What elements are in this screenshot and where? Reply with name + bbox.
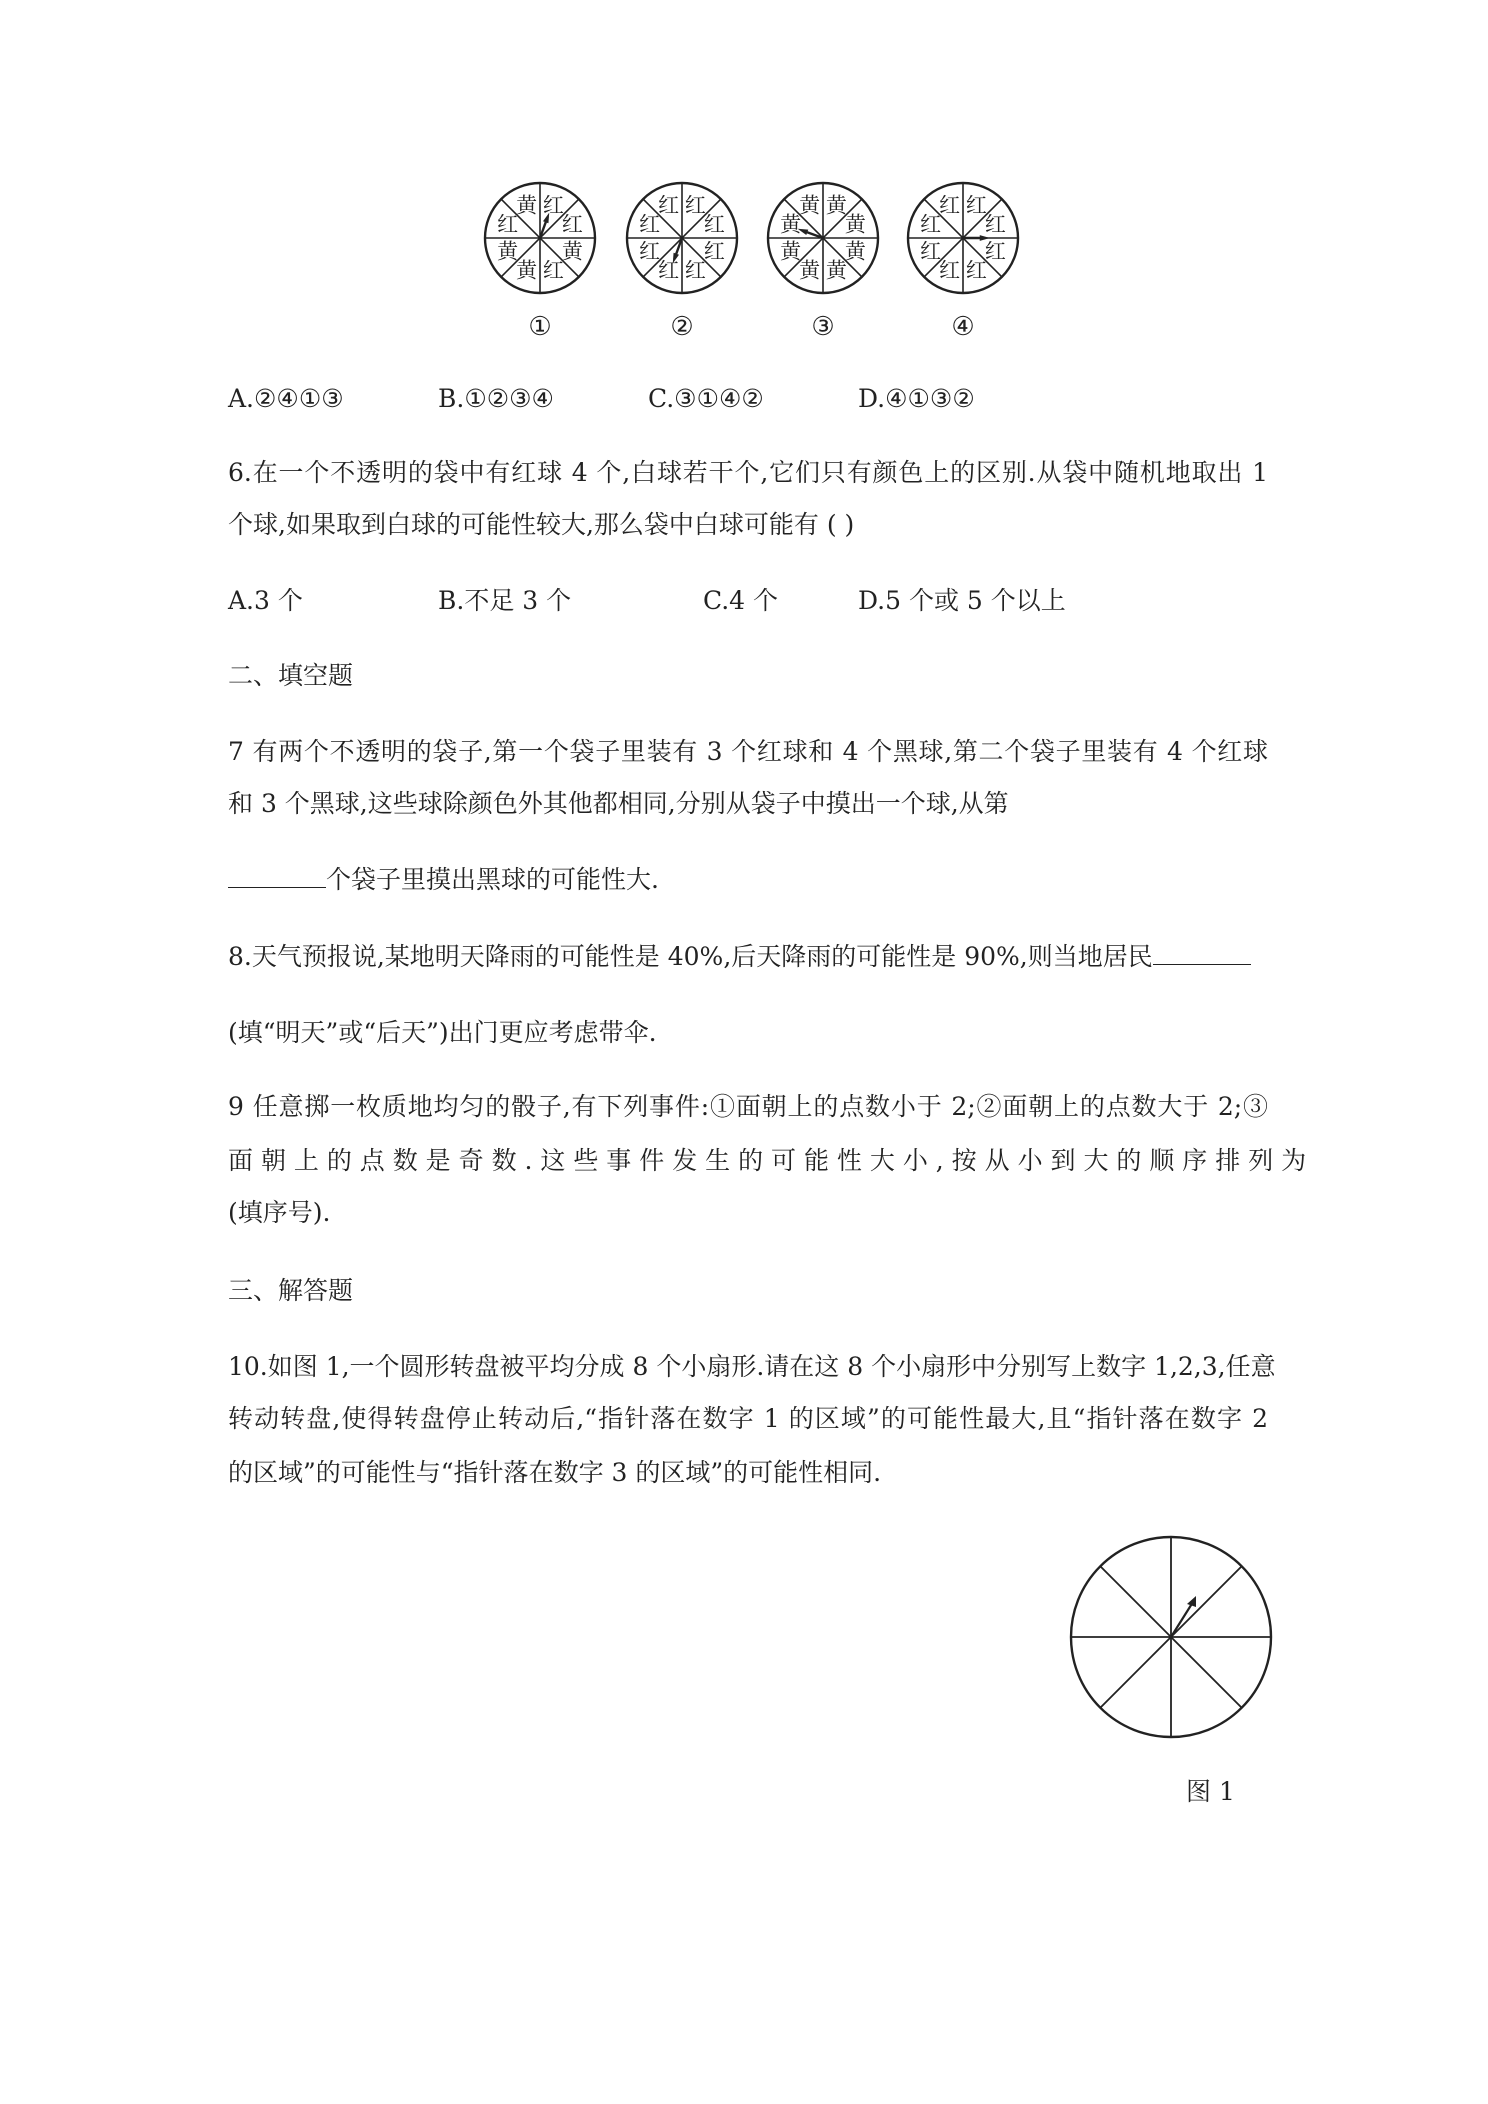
section-3-heading: 三、解答题	[228, 1276, 354, 1305]
wheel-sector-label: 红	[965, 193, 987, 218]
wheel-sector-label: 红	[920, 239, 942, 264]
q10-line2: 转动转盘,使得转盘停止转动后,“指针落在数字 1 的区域”的可能性最大,且“指针落在数字 2	[228, 1404, 1268, 1433]
wheel-sector-label: 红	[639, 239, 661, 264]
wheel-sector-label: 黄	[561, 239, 583, 264]
wheel-1-label: ①	[528, 312, 552, 342]
wheel-sector-label: 红	[920, 212, 942, 237]
wheel-sector-label: 黄	[825, 258, 847, 283]
q5-option-c: C.③①④②	[648, 384, 764, 413]
wheel-4	[903, 178, 1023, 298]
q9-line1: 9 任意掷一枚质地均匀的骰子,有下列事件:①面朝上的点数小于 2;②面朝上的点数大于 2;③	[228, 1092, 1268, 1121]
q6-line2: 个球,如果取到白球的可能性较大,那么袋中白球可能有 ( )	[228, 510, 855, 539]
wheel-2	[622, 178, 742, 298]
q8-line1-wrap	[228, 940, 1251, 974]
q7-line2: 和 3 个黑球,这些球除颜色外其他都相同,分别从袋子中摸出一个球,从第	[228, 789, 1009, 818]
wheel-sector-label: 黄	[516, 193, 538, 218]
q9-line3: (填序号).	[228, 1198, 331, 1227]
wheel-sector-label: 黄	[799, 193, 821, 218]
wheel-sector-label: 红	[703, 212, 725, 237]
q10-line3: 的区域”的可能性与“指针落在数字 3 的区域”的可能性相同.	[228, 1458, 882, 1487]
wheel-3-label: ③	[811, 312, 835, 342]
wheel-1-body	[485, 183, 595, 293]
wheel-sector-label: 红	[658, 258, 680, 283]
wheel-sector-label: 黄	[780, 212, 802, 237]
wheel-sector-label: 红	[542, 193, 564, 218]
q6-option-b: B.不足 3 个	[438, 586, 572, 615]
wheel-sector-label: 黄	[516, 258, 538, 283]
section-2-heading: 二、填空题	[228, 661, 354, 690]
q7-line3: 个袋子里摸出黑球的可能性大.	[326, 865, 659, 894]
q8-line2: (填“明天”或“后天”)出门更应考虑带伞.	[228, 1018, 657, 1047]
wheel-3	[763, 178, 883, 298]
q6-line1: 6.在一个不透明的袋中有红球 4 个,白球若干个,它们只有颜色上的区别.从袋中随机地取出 1	[228, 458, 1268, 487]
figure-1-caption: 图 1	[1186, 1777, 1235, 1806]
wheel-1	[480, 178, 600, 298]
wheel-sector-label: 红	[561, 212, 583, 237]
wheel-2-label: ②	[670, 312, 694, 342]
wheel-sector-label: 红	[939, 258, 961, 283]
q5-option-d: D.④①③②	[858, 384, 975, 413]
wheel-sector-label: 红	[939, 193, 961, 218]
wheel-sector-label: 红	[639, 212, 661, 237]
wheel-sector-label: 红	[965, 258, 987, 283]
q10-line1: 10.如图 1,一个圆形转盘被平均分成 8 个小扇形.请在这 8 个小扇形中分别写上数字 1,2,3,任意	[228, 1352, 1276, 1381]
q7-answer-blank[interactable]	[228, 865, 326, 888]
q7-line1: 7 有两个不透明的袋子,第一个袋子里装有 3 个红球和 4 个黑球,第二个袋子里装有 4 个红球	[228, 737, 1268, 766]
wheel-sector-label: 红	[684, 258, 706, 283]
wheel-sector-label: 黄	[780, 239, 802, 264]
figure-1-spinner	[1066, 1532, 1276, 1742]
q6-option-c: C.4 个	[703, 586, 779, 615]
q6-option-d: D.5 个或 5 个以上	[858, 586, 1066, 615]
wheel-sector-label: 红	[542, 258, 564, 283]
q8-line1: 8.天气预报说,某地明天降雨的可能性是 40%,后天降雨的可能性是 90%,则当地居民	[228, 942, 1153, 971]
wheel-sector-label: 红	[658, 193, 680, 218]
wheel-sector-label: 黄	[799, 258, 821, 283]
q7-line3-wrap	[228, 863, 659, 897]
wheel-3-body	[768, 183, 878, 293]
wheel-2-body	[627, 183, 737, 293]
wheel-sector-label: 黄	[844, 239, 866, 264]
wheel-sector-label: 黄	[497, 239, 519, 264]
q5-option-a: A.②④①③	[228, 384, 344, 413]
q5-option-b: B.①②③④	[438, 384, 554, 413]
wheel-sector-label: 红	[703, 239, 725, 264]
wheel-sector-label: 黄	[844, 212, 866, 237]
q9-line2: 面 朝 上 的 点 数 是 奇 数 . 这 些 事 件 发 生 的 可 能 性 大 小 , 按 从 小 到 大 的 顺 序 排 列 为	[228, 1146, 1307, 1175]
wheel-sector-label: 黄	[825, 193, 847, 218]
wheel-4-label: ④	[951, 312, 975, 342]
wheel-4-body	[908, 183, 1018, 293]
wheel-sector-label: 红	[984, 239, 1006, 264]
wheel-sector-label: 红	[497, 212, 519, 237]
q8-answer-blank[interactable]	[1153, 942, 1251, 965]
q6-option-a: A.3 个	[228, 586, 303, 615]
wheel-sector-label: 红	[984, 212, 1006, 237]
wheel-sector-label: 红	[684, 193, 706, 218]
